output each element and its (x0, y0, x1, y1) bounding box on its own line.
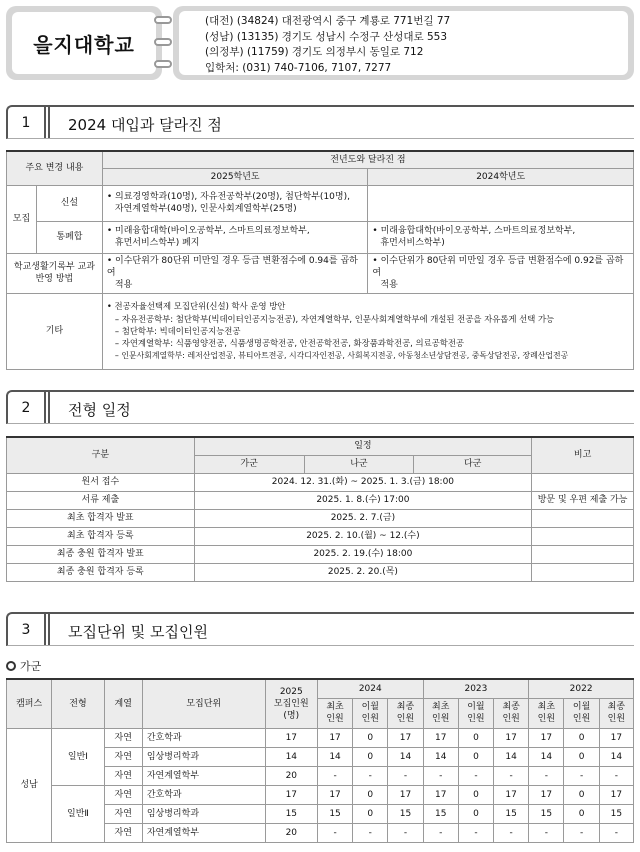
history-cell: 0 (353, 785, 388, 804)
header-year-2024: 2024 (317, 679, 423, 698)
history-cell: 15 (317, 804, 352, 823)
history-cell: 17 (388, 785, 423, 804)
history-cell: 15 (423, 804, 458, 823)
new-2024 (368, 185, 634, 221)
admission-phone: 입학처: (031) 740-7106, 7107, 7277 (205, 61, 392, 74)
quota-2025-cell: 15 (265, 804, 317, 823)
history-cell: - (423, 823, 458, 842)
history-cell: 14 (388, 747, 423, 766)
merge-2025: • 미래융합대학(바이오공학부, 스마트의료정보학부, 휴먼서비스학부) 폐지 (102, 221, 368, 253)
header-note: 비고 (532, 437, 634, 473)
header-subcol: 최초 인원 (423, 698, 458, 728)
logo-box (6, 6, 162, 80)
changes-table (6, 150, 634, 370)
history-cell: 17 (317, 785, 352, 804)
history-cell: - (599, 766, 633, 785)
history-cell: - (494, 823, 529, 842)
history-cell: 15 (599, 804, 633, 823)
address-seongnam: (성남) (13135) 경기도 성남시 수정구 산성대로 553 (205, 30, 447, 43)
chain-link-icon (154, 38, 172, 46)
history-cell: 0 (564, 804, 599, 823)
history-cell: - (353, 766, 388, 785)
history-cell: - (529, 766, 564, 785)
unit-cell: 자연계열학부 (142, 823, 265, 842)
label-merge: 통폐합 (36, 221, 102, 253)
history-cell: - (458, 766, 493, 785)
table-row: 최종 충원 합격자 등록 2025. 2. 20.(목) (7, 563, 634, 581)
type-cell: 일반Ⅰ (52, 728, 104, 785)
table-row (7, 785, 634, 804)
section-number: 2 (8, 392, 46, 423)
history-cell: 0 (564, 728, 599, 747)
history-cell: - (353, 823, 388, 842)
header-diff: 전년도와 달라진 점 (102, 151, 633, 168)
history-cell: - (423, 766, 458, 785)
record-2024: • 이수단위가 80단위 미만일 경우 등급 변환점수에 0.92를 곱하여 적용 (368, 253, 634, 293)
quota-2025-cell: 14 (265, 747, 317, 766)
history-cell: - (564, 823, 599, 842)
history-cell: 14 (423, 747, 458, 766)
section-title: 2024 대입과 달라진 점 (68, 116, 222, 134)
campus-cell: 성남 (7, 728, 52, 842)
label-record: 학교생활기록부 교과 반영 방법 (7, 253, 103, 293)
history-cell: - (458, 823, 493, 842)
table-row: 최종 충원 합격자 발표 2025. 2. 19.(수) 18:00 (7, 545, 634, 563)
table-row: 서류 제출 2025. 1. 8.(수) 17:00 방문 및 우편 제출 가능 (7, 491, 634, 509)
history-cell: 0 (353, 728, 388, 747)
header-subcol: 이월 인원 (458, 698, 493, 728)
field-cell: 자연 (104, 785, 142, 804)
field-cell: 자연 (104, 804, 142, 823)
header-subcol: 최종 인원 (494, 698, 529, 728)
unit-cell: 간호학과 (142, 785, 265, 804)
header-subcol: 최종 인원 (388, 698, 423, 728)
header-division: 구분 (7, 437, 195, 473)
section-title: 전형 일정 (68, 401, 131, 419)
circle-bullet-icon (6, 661, 16, 671)
history-cell: 0 (458, 804, 493, 823)
history-cell: - (494, 766, 529, 785)
header-year-2023: 2023 (423, 679, 529, 698)
header-campus: 캠퍼스 (7, 679, 52, 728)
history-cell: - (317, 823, 352, 842)
history-cell: - (317, 766, 352, 785)
header-group-da: 다군 (414, 455, 532, 473)
chain-link-icon (154, 16, 172, 24)
section-heading (6, 105, 634, 139)
history-cell: 17 (529, 785, 564, 804)
history-cell: - (564, 766, 599, 785)
table-row: 최초 합격자 등록 2025. 2. 10.(월) ~ 12.(수) (7, 527, 634, 545)
history-cell: 17 (317, 728, 352, 747)
section-heading (6, 612, 634, 646)
header-subcol: 이월 인원 (353, 698, 388, 728)
header-type: 전형 (52, 679, 104, 728)
history-cell: 0 (458, 785, 493, 804)
label-new: 신설 (36, 185, 102, 221)
history-cell: - (599, 823, 633, 842)
header (6, 6, 634, 80)
field-cell: 자연 (104, 766, 142, 785)
history-cell: 15 (494, 804, 529, 823)
field-cell: 자연 (104, 747, 142, 766)
etc-details: • 전공자율선택제 모집단위(신설) 학사 운영 방안 – 자유전공학부: 첨단학부(빅데이터인공지능전공), 자연계열학부, 인문사회계열학부에 개설된 전공을 자유롭게 선택 가능 – 첨단학부: 빅데이터인공지능전공 – 자연계열학부: 식품영양전공, 식품생명공학전공, 안전공학전공, 화장품과학전공, 의료공학전공 – 인문사회계열학부: 레저산업전공, 뷰티아트전공, 시각디자인전공, 사회복지전공, 아동청소년상담전공, 중독상담전공, 장례산업전공 (102, 293, 633, 369)
label-etc: 기타 (7, 293, 103, 369)
quota-2025-cell: 17 (265, 728, 317, 747)
field-cell: 자연 (104, 823, 142, 842)
history-cell: 17 (599, 728, 633, 747)
history-cell: 17 (494, 785, 529, 804)
address-box (173, 6, 634, 80)
history-cell: 17 (423, 785, 458, 804)
header-2024: 2024학년도 (368, 168, 634, 185)
quota-2025-cell: 17 (265, 785, 317, 804)
new-2025: • 의료경영학과(10명), 자유전공학부(20명), 첨단학부(10명), 자연계열학부(40명), 인문사회계열학부(25명) (102, 185, 368, 221)
address-uijeongbu: (의정부) (11759) 경기도 의정부시 동일로 712 (205, 46, 424, 58)
history-cell: 0 (458, 728, 493, 747)
history-cell: 14 (317, 747, 352, 766)
history-cell: 0 (353, 804, 388, 823)
header-group-na: 나군 (304, 455, 414, 473)
merge-2024: • 미래융합대학(바이오공학부, 스마트의료정보학부, 휴먼서비스학부) (368, 221, 634, 253)
history-cell: 17 (529, 728, 564, 747)
type-cell: 일반Ⅱ (52, 785, 104, 842)
header-subcol: 이월 인원 (564, 698, 599, 728)
history-cell: 15 (529, 804, 564, 823)
header-main-change: 주요 변경 내용 (7, 151, 103, 185)
header-subcol: 최초 인원 (529, 698, 564, 728)
history-cell: 14 (494, 747, 529, 766)
field-cell: 자연 (104, 728, 142, 747)
history-cell: 15 (388, 804, 423, 823)
header-subcol: 최초 인원 (317, 698, 352, 728)
table-row: 원서 접수 2024. 12. 31.(화) ~ 2025. 1. 3.(금) 18:00 (7, 473, 634, 491)
header-field: 계열 (104, 679, 142, 728)
table-row: 최초 합격자 발표 2025. 2. 7.(금) (7, 509, 634, 527)
section-number: 1 (8, 107, 46, 138)
history-cell: 0 (564, 785, 599, 804)
header-year-2022: 2022 (529, 679, 634, 698)
quota-2025-cell: 20 (265, 766, 317, 785)
record-2025: • 이수단위가 80단위 미만일 경우 등급 변환점수에 0.94를 곱하여 적용 (102, 253, 368, 293)
section-title: 모집단위 및 모집인원 (68, 623, 208, 641)
history-cell: - (529, 823, 564, 842)
unit-cell: 임상병리학과 (142, 804, 265, 823)
history-cell: 14 (599, 747, 633, 766)
history-cell: 0 (564, 747, 599, 766)
section-heading (6, 390, 634, 424)
quota-table (6, 678, 634, 843)
history-cell: 17 (388, 728, 423, 747)
subheading-ga: 가군 (6, 658, 41, 674)
university-name: 을지대학교 (12, 12, 156, 74)
unit-cell: 임상병리학과 (142, 747, 265, 766)
label-recruit: 모집 (7, 185, 37, 253)
history-cell: 0 (353, 747, 388, 766)
chain-link-icon (154, 60, 172, 68)
header-unit: 모집단위 (142, 679, 265, 728)
history-cell: - (388, 766, 423, 785)
table-row (7, 728, 634, 747)
history-cell: 17 (494, 728, 529, 747)
unit-cell: 자연계열학부 (142, 766, 265, 785)
history-cell: 17 (599, 785, 633, 804)
header-quota-2025: 2025 모집인원 (명) (265, 679, 317, 728)
header-2025: 2025학년도 (102, 168, 368, 185)
unit-cell: 간호학과 (142, 728, 265, 747)
history-cell: 14 (529, 747, 564, 766)
address-daejeon: (대전) (34824) 대전광역시 중구 계룡로 771번길 77 (205, 15, 451, 27)
schedule-table (6, 436, 634, 582)
header-subcol: 최종 인원 (599, 698, 633, 728)
header-schedule: 일정 (194, 437, 531, 455)
section-number: 3 (8, 614, 46, 645)
history-cell: - (388, 823, 423, 842)
history-cell: 0 (458, 747, 493, 766)
quota-2025-cell: 20 (265, 823, 317, 842)
header-group-ga: 가군 (194, 455, 304, 473)
history-cell: 17 (423, 728, 458, 747)
